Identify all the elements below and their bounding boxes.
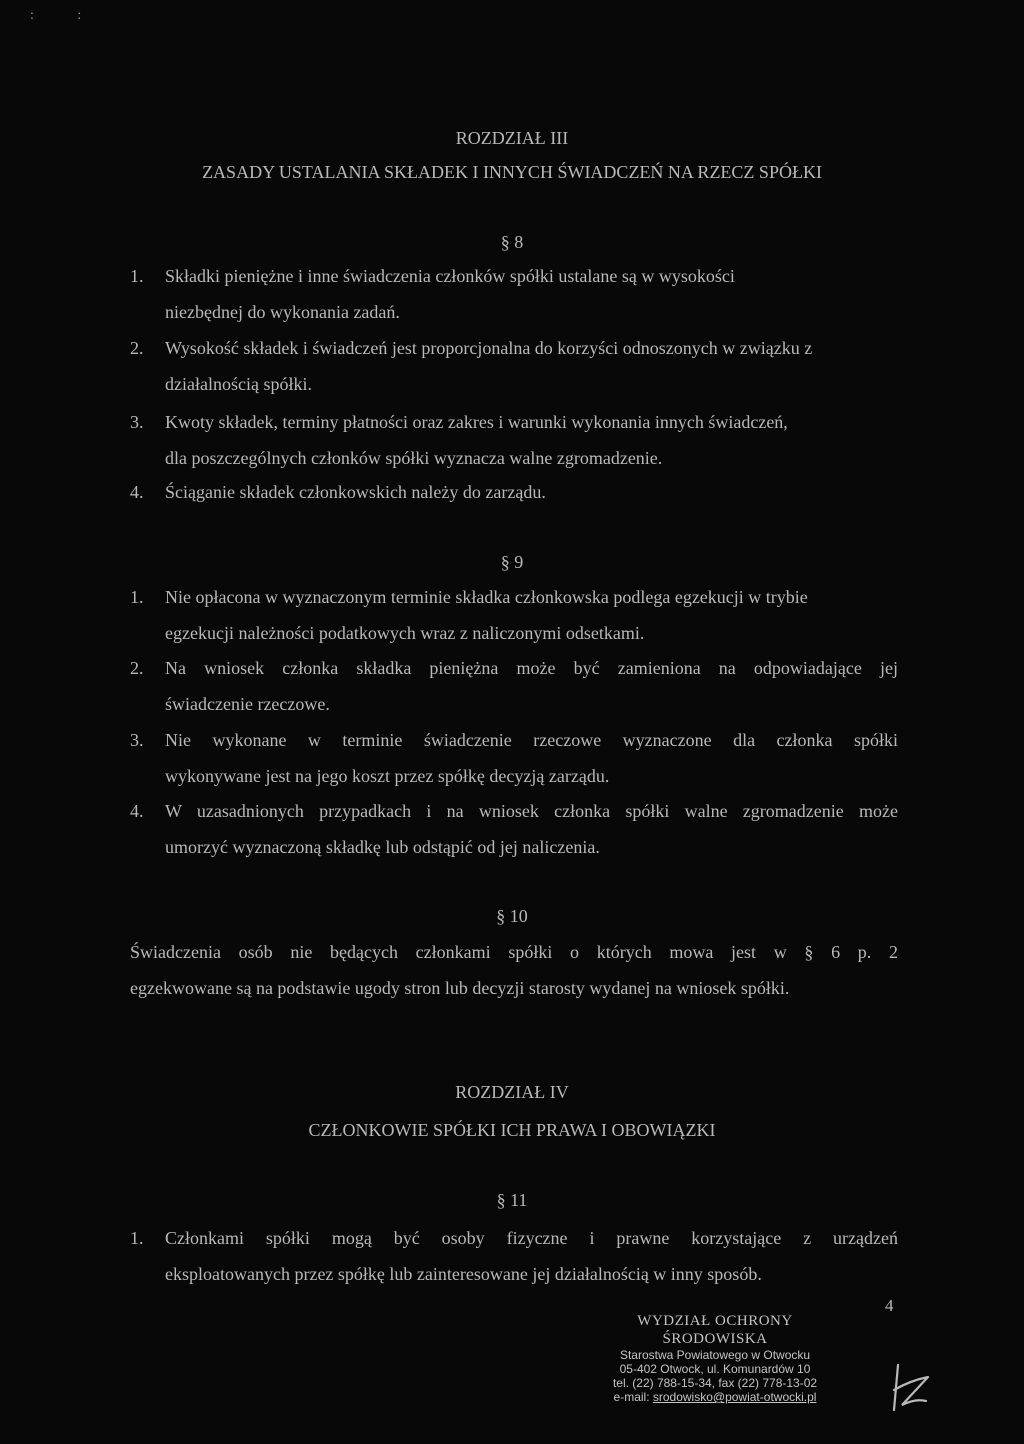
- handwritten-signature: [888, 1355, 938, 1415]
- sec9-item4-number: 4.: [130, 801, 144, 821]
- sec9-item1-line1: [165, 587, 898, 608]
- chapter-3-title: ZASADY USTALANIA SKŁADEK I INNYCH ŚWIADCZEŃ NA RZECZ SPÓŁKI: [202, 162, 822, 182]
- sec9-item2-line1: Na wniosek członka składka pieniężna może być zamieniona na odpowiadające jej: [165, 658, 898, 678]
- sec9-item2-line2: świadczenie rzeczowe.: [165, 694, 330, 714]
- sec9-item4-line2: umorzyć wyznaczoną składkę lub odstąpić od jej naliczenia.: [165, 837, 600, 857]
- sec9-item3-line1: Nie wykonane w terminie świadczenie rzeczowe wyznaczone dla członka spółki: [165, 730, 898, 750]
- sec8-item2-number: 2.: [130, 338, 144, 358]
- section-11-label: § 11: [496, 1190, 528, 1210]
- section-9-label: § 9: [500, 552, 524, 572]
- stamp-email-link[interactable]: srodowisko@powiat-otwocki.pl: [652, 1390, 817, 1404]
- sec8-item3-number: 3.: [130, 412, 144, 432]
- sec8-item2-line1: Wysokość składek i świadczeń jest proporcjonalna do korzyści odnoszonych w związku z: [165, 338, 813, 358]
- scan-marks: : :: [30, 8, 102, 23]
- section-8-label: § 8: [500, 232, 524, 252]
- official-stamp: [580, 1312, 850, 1404]
- sec9-item1-number: 1.: [130, 587, 144, 607]
- sec11-item1-line1: Członkami spółki mogą być osoby fizyczne i prawne korzystające z urządzeń: [165, 1228, 898, 1248]
- chapter-3-heading: ROZDZIAŁ III: [455, 128, 569, 148]
- sec11-item1-number: 1.: [130, 1228, 144, 1248]
- sec8-item2-line2: działalnością spółki.: [165, 374, 312, 394]
- sec11-item1-line2: eksploatowanych przez spółkę lub zainteresowane jej działalnością w inny sposób.: [165, 1264, 762, 1284]
- sec10-line1: Świadczenia osób nie będących członkami spółki o których mowa jest w § 6 p. 2: [130, 942, 898, 962]
- chapter-4-title: CZŁONKOWIE SPÓŁKI ICH PRAWA I OBOWIĄZKI: [308, 1120, 716, 1140]
- sec9-item2-number: 2.: [130, 658, 144, 678]
- sec9-item1-line2: egzekucji należności podatkowych wraz z naliczonymi odsetkami.: [165, 623, 645, 643]
- section-10-label: § 10: [496, 906, 528, 926]
- chapter-4-heading: ROZDZIAŁ IV: [455, 1082, 569, 1102]
- stamp-line-1: WYDZIAŁ OCHRONY: [637, 1313, 793, 1329]
- stamp-line-4: 05-402 Otwock, ul. Komunardów 10: [619, 1362, 811, 1376]
- sec9-item3-number: 3.: [130, 730, 144, 750]
- sec8-item4-number: 4.: [130, 482, 144, 502]
- sec8-item3-line1: Kwoty składek, terminy płatności oraz zakres i warunki wykonania innych świadczeń,: [165, 412, 788, 432]
- sec8-item1-number: 1.: [130, 266, 144, 286]
- sec8-item4-line1: Ściąganie składek członkowskich należy do zarządu.: [165, 482, 546, 502]
- stamp-line-5: tel. (22) 788-15-34, fax (22) 778-13-02: [612, 1376, 818, 1390]
- sec8-item1-line2: niezbędnej do wykonania zadań.: [165, 302, 400, 322]
- stamp-line-2: ŚRODOWISKA: [662, 1331, 768, 1347]
- stamp-line-3: Starostwa Powiatowego w Otwocku: [619, 1348, 811, 1362]
- stamp-line-6: [580, 1390, 850, 1404]
- page-number: 4: [885, 1296, 894, 1315]
- sec9-item4-line1: W uzasadnionych przypadkach i na wniosek członka spółki walne zgromadzenie może: [165, 801, 898, 821]
- sec8-item3-line2: dla poszczególnych członków spółki wyznacza walne zgromadzenie.: [165, 448, 663, 468]
- sec8-item1-line1: Składki pieniężne i inne świadczenia członków spółki ustalane są w wysokości: [165, 266, 735, 286]
- sec9-item3-line2: wykonywane jest na jego koszt przez spółkę decyzją zarządu.: [165, 766, 610, 786]
- stamp-email-prefix: e-mail:: [613, 1390, 653, 1404]
- sec9-item1-line1-text: Nie opłacona w wyznaczonym terminie składka członkowska podlega egzekucji w trybie: [165, 587, 808, 607]
- sec10-line2: egzekwowane są na podstawie ugody stron lub decyzji starosty wydanej na wniosek spółki.: [130, 978, 790, 998]
